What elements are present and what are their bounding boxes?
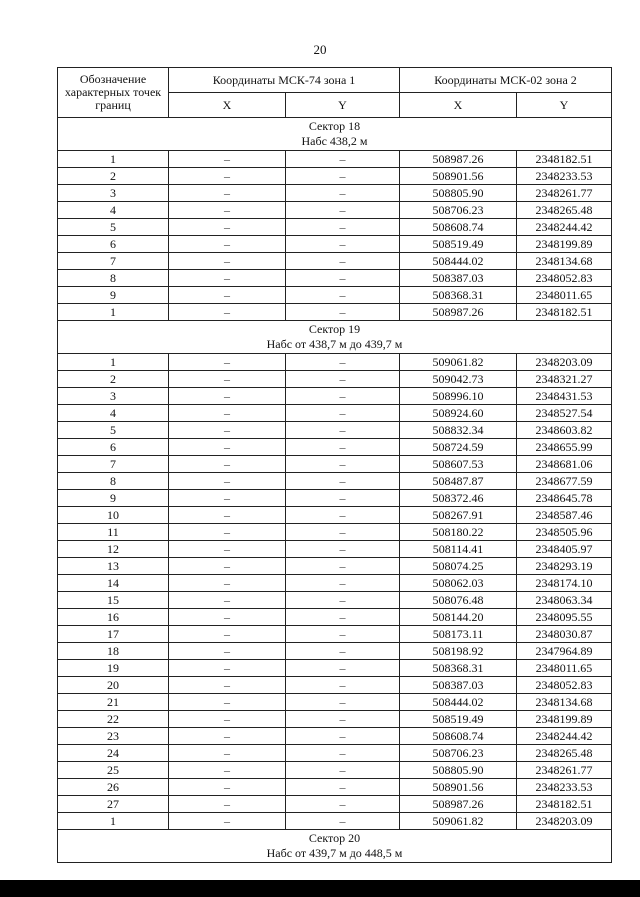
msk74-x-cell: – [169,762,286,779]
point-number-cell: 17 [58,626,169,643]
msk74-y-cell: – [286,253,400,270]
msk02-x-cell: 508608.74 [400,728,517,745]
table-row [58,507,612,524]
msk02-x-cell: 508901.56 [400,779,517,796]
point-number-cell: 11 [58,524,169,541]
sector-subtitle: Набс 438,2 м [301,134,368,148]
point-number-cell: 3 [58,388,169,405]
msk02-x-cell: 508706.23 [400,745,517,762]
msk74-y-cell: – [286,202,400,219]
table-row [58,694,612,711]
table-row [58,371,612,388]
msk02-x-cell: 508444.02 [400,253,517,270]
table-row [58,388,612,405]
msk74-x-cell: – [169,813,286,830]
msk74-x-cell: – [169,728,286,745]
msk02-y-cell: 2348203.09 [517,354,612,371]
coordinates-table-container [57,67,611,863]
msk74-y-cell: – [286,694,400,711]
table-row [58,541,612,558]
msk74-x-cell: – [169,609,286,626]
msk02-y-cell: 2348233.53 [517,168,612,185]
table-row [58,626,612,643]
msk74-x-cell: – [169,677,286,694]
msk02-x-cell: 508062.03 [400,575,517,592]
msk74-x-cell: – [169,371,286,388]
msk74-y-cell: – [286,270,400,287]
point-number-cell: 21 [58,694,169,711]
msk02-y-cell: 2348052.83 [517,677,612,694]
sector-header [58,118,612,151]
msk02-x-cell: 508372.46 [400,490,517,507]
point-number-cell: 9 [58,490,169,507]
msk74-y-cell: – [286,660,400,677]
msk02-y-cell: 2348655.99 [517,439,612,456]
scan-bottom-edge [0,880,640,897]
sector-title: Сектор 19 [308,322,361,336]
table-row [58,609,612,626]
msk02-x-cell: 508173.11 [400,626,517,643]
table-row [58,490,612,507]
msk74-x-cell: – [169,745,286,762]
msk02-y-cell: 2348203.09 [517,813,612,830]
msk02-x-cell: 508996.10 [400,388,517,405]
msk74-x-cell: – [169,473,286,490]
msk74-y-cell: – [286,388,400,405]
msk02-x-cell: 508074.25 [400,558,517,575]
table-body [58,68,612,863]
msk02-x-cell: 508987.26 [400,304,517,321]
msk02-y-cell: 2348505.96 [517,524,612,541]
msk74-x-cell: – [169,643,286,660]
table-row [58,813,612,830]
table-row [58,711,612,728]
msk74-y-cell: – [286,643,400,660]
msk74-y-cell: – [286,236,400,253]
table-row [58,592,612,609]
msk74-y-cell: – [286,507,400,524]
msk02-y-cell: 2348431.53 [517,388,612,405]
msk74-x-cell: – [169,202,286,219]
point-number-cell: 18 [58,643,169,660]
table-row [58,677,612,694]
table-row [58,796,612,813]
msk02-y-cell: 2348677.59 [517,473,612,490]
msk74-y-cell: – [286,728,400,745]
msk02-x-cell: 508805.90 [400,185,517,202]
header-row-1 [58,68,612,93]
table-row [58,439,612,456]
msk02-y-cell: 2348681.06 [517,456,612,473]
msk02-x-cell: 508387.03 [400,270,517,287]
point-number-cell: 14 [58,575,169,592]
point-number-cell: 7 [58,456,169,473]
point-number-cell: 24 [58,745,169,762]
point-number-cell: 16 [58,609,169,626]
header-msk74-x: X [169,93,286,118]
page-number: 20 [313,42,327,57]
sector-header-row [58,830,612,863]
msk02-y-cell: 2348265.48 [517,202,612,219]
msk74-x-cell: – [169,592,286,609]
msk02-y-cell: 2348261.77 [517,762,612,779]
msk74-y-cell: – [286,796,400,813]
msk74-y-cell: – [286,422,400,439]
point-number-cell: 26 [58,779,169,796]
point-number-cell: 19 [58,660,169,677]
msk74-x-cell: – [169,626,286,643]
sector-header-row [58,118,612,151]
table-row [58,524,612,541]
header-msk02: Координаты МСК-02 зона 2 [400,68,612,93]
table-row [58,575,612,592]
table-row [58,236,612,253]
table-row [58,354,612,371]
msk74-y-cell: – [286,779,400,796]
point-number-cell: 3 [58,185,169,202]
msk02-y-cell: 2348182.51 [517,151,612,168]
table-row [58,728,612,745]
table-row [58,456,612,473]
header-msk02-y: Y [517,93,612,118]
msk02-y-cell: 2348182.51 [517,304,612,321]
msk02-x-cell: 509061.82 [400,354,517,371]
msk02-y-cell: 2348052.83 [517,270,612,287]
sector-subtitle: Набс от 439,7 м до 448,5 м [266,846,403,860]
msk74-x-cell: – [169,524,286,541]
sector-header-row [58,321,612,354]
msk02-y-cell: 2348011.65 [517,660,612,677]
msk74-y-cell: – [286,575,400,592]
msk02-y-cell: 2348244.42 [517,219,612,236]
msk74-y-cell: – [286,439,400,456]
msk02-y-cell: 2348645.78 [517,490,612,507]
msk74-x-cell: – [169,796,286,813]
msk74-x-cell: – [169,779,286,796]
msk02-x-cell: 508608.74 [400,219,517,236]
sector-title: Сектор 20 [308,831,361,845]
msk02-y-cell: 2348199.89 [517,711,612,728]
msk74-y-cell: – [286,371,400,388]
point-number-cell: 1 [58,354,169,371]
msk74-x-cell: – [169,422,286,439]
msk74-y-cell: – [286,609,400,626]
table-row [58,405,612,422]
msk74-y-cell: – [286,626,400,643]
msk02-x-cell: 508180.22 [400,524,517,541]
msk74-y-cell: – [286,711,400,728]
msk02-y-cell: 2348174.10 [517,575,612,592]
header-msk74: Координаты МСК-74 зона 1 [169,68,400,93]
msk74-y-cell: – [286,151,400,168]
msk74-y-cell: – [286,677,400,694]
msk02-y-cell: 2348030.87 [517,626,612,643]
point-number-cell: 9 [58,287,169,304]
point-number-cell: 22 [58,711,169,728]
msk74-x-cell: – [169,236,286,253]
msk02-x-cell: 508444.02 [400,694,517,711]
point-number-cell: 1 [58,304,169,321]
table-row [58,253,612,270]
msk74-y-cell: – [286,592,400,609]
msk02-y-cell: 2348587.46 [517,507,612,524]
msk74-x-cell: – [169,694,286,711]
msk02-y-cell: 2348134.68 [517,694,612,711]
point-number-cell: 25 [58,762,169,779]
msk02-y-cell: 2348199.89 [517,236,612,253]
msk02-y-cell: 2348244.42 [517,728,612,745]
msk02-x-cell: 508832.34 [400,422,517,439]
point-number-cell: 13 [58,558,169,575]
msk02-y-cell: 2347964.89 [517,643,612,660]
msk74-x-cell: – [169,270,286,287]
sector-title: Сектор 18 [308,119,361,133]
table-row [58,422,612,439]
msk74-x-cell: – [169,219,286,236]
table-row [58,151,612,168]
msk02-x-cell: 508487.87 [400,473,517,490]
msk02-x-cell: 508387.03 [400,677,517,694]
msk74-x-cell: – [169,439,286,456]
msk74-x-cell: – [169,541,286,558]
msk74-x-cell: – [169,405,286,422]
msk74-x-cell: – [169,253,286,270]
msk74-x-cell: – [169,456,286,473]
msk74-x-cell: – [169,168,286,185]
msk02-y-cell: 2348265.48 [517,745,612,762]
table-row [58,643,612,660]
table-row [58,168,612,185]
table-row [58,304,612,321]
msk02-y-cell: 2348134.68 [517,253,612,270]
msk02-x-cell: 509061.82 [400,813,517,830]
point-number-cell: 5 [58,219,169,236]
table-row [58,270,612,287]
header-msk02-x: X [400,93,517,118]
msk74-y-cell: – [286,473,400,490]
msk02-y-cell: 2348182.51 [517,796,612,813]
coordinates-table [57,67,612,863]
table-row [58,762,612,779]
msk74-y-cell: – [286,490,400,507]
msk74-x-cell: – [169,558,286,575]
point-number-cell: 15 [58,592,169,609]
point-number-cell: 12 [58,541,169,558]
msk02-x-cell: 508144.20 [400,609,517,626]
msk02-y-cell: 2348603.82 [517,422,612,439]
msk02-x-cell: 508901.56 [400,168,517,185]
table-row [58,202,612,219]
msk02-y-cell: 2348261.77 [517,185,612,202]
table-row [58,745,612,762]
msk74-y-cell: – [286,168,400,185]
msk02-x-cell: 508805.90 [400,762,517,779]
msk02-y-cell: 2348293.19 [517,558,612,575]
point-number-cell: 5 [58,422,169,439]
msk02-x-cell: 508114.41 [400,541,517,558]
msk74-x-cell: – [169,507,286,524]
point-number-cell: 27 [58,796,169,813]
msk74-x-cell: – [169,711,286,728]
header-msk74-y: Y [286,93,400,118]
header-points: Обозначение характерных точек границ [58,68,169,118]
msk74-y-cell: – [286,287,400,304]
msk74-x-cell: – [169,287,286,304]
sector-subtitle: Набс от 438,7 м до 439,7 м [266,337,403,351]
table-row [58,779,612,796]
msk74-y-cell: – [286,304,400,321]
msk02-x-cell: 508987.26 [400,151,517,168]
msk74-x-cell: – [169,354,286,371]
msk74-y-cell: – [286,558,400,575]
msk02-y-cell: 2348321.27 [517,371,612,388]
msk74-y-cell: – [286,524,400,541]
msk74-x-cell: – [169,304,286,321]
point-number-cell: 1 [58,151,169,168]
msk02-x-cell: 508519.49 [400,711,517,728]
msk02-x-cell: 508519.49 [400,236,517,253]
point-number-cell: 8 [58,270,169,287]
point-number-cell: 4 [58,405,169,422]
msk02-x-cell: 508607.53 [400,456,517,473]
msk02-y-cell: 2348405.97 [517,541,612,558]
table-row [58,473,612,490]
msk74-y-cell: – [286,813,400,830]
msk74-x-cell: – [169,388,286,405]
msk02-x-cell: 508076.48 [400,592,517,609]
table-row [58,660,612,677]
msk02-x-cell: 508706.23 [400,202,517,219]
msk74-y-cell: – [286,541,400,558]
msk02-y-cell: 2348095.55 [517,609,612,626]
msk74-y-cell: – [286,219,400,236]
msk02-x-cell: 508368.31 [400,660,517,677]
msk74-x-cell: – [169,151,286,168]
point-number-cell: 6 [58,439,169,456]
point-number-cell: 10 [58,507,169,524]
msk02-x-cell: 508267.91 [400,507,517,524]
msk02-y-cell: 2348011.65 [517,287,612,304]
msk74-x-cell: – [169,490,286,507]
point-number-cell: 1 [58,813,169,830]
sector-header [58,830,612,863]
msk74-y-cell: – [286,456,400,473]
msk02-y-cell: 2348527.54 [517,405,612,422]
msk74-y-cell: – [286,354,400,371]
msk02-x-cell: 508368.31 [400,287,517,304]
msk74-x-cell: – [169,575,286,592]
msk02-x-cell: 508987.26 [400,796,517,813]
msk74-y-cell: – [286,405,400,422]
msk02-x-cell: 508724.59 [400,439,517,456]
point-number-cell: 20 [58,677,169,694]
point-number-cell: 8 [58,473,169,490]
point-number-cell: 2 [58,168,169,185]
msk74-x-cell: – [169,185,286,202]
msk02-y-cell: 2348063.34 [517,592,612,609]
point-number-cell: 6 [58,236,169,253]
sector-header [58,321,612,354]
point-number-cell: 2 [58,371,169,388]
msk74-y-cell: – [286,762,400,779]
table-row [58,287,612,304]
point-number-cell: 23 [58,728,169,745]
msk02-y-cell: 2348233.53 [517,779,612,796]
table-row [58,219,612,236]
msk74-y-cell: – [286,185,400,202]
msk02-x-cell: 508198.92 [400,643,517,660]
table-row [58,185,612,202]
msk02-x-cell: 508924.60 [400,405,517,422]
point-number-cell: 4 [58,202,169,219]
msk74-x-cell: – [169,660,286,677]
table-row [58,558,612,575]
point-number-cell: 7 [58,253,169,270]
msk02-x-cell: 509042.73 [400,371,517,388]
msk74-y-cell: – [286,745,400,762]
